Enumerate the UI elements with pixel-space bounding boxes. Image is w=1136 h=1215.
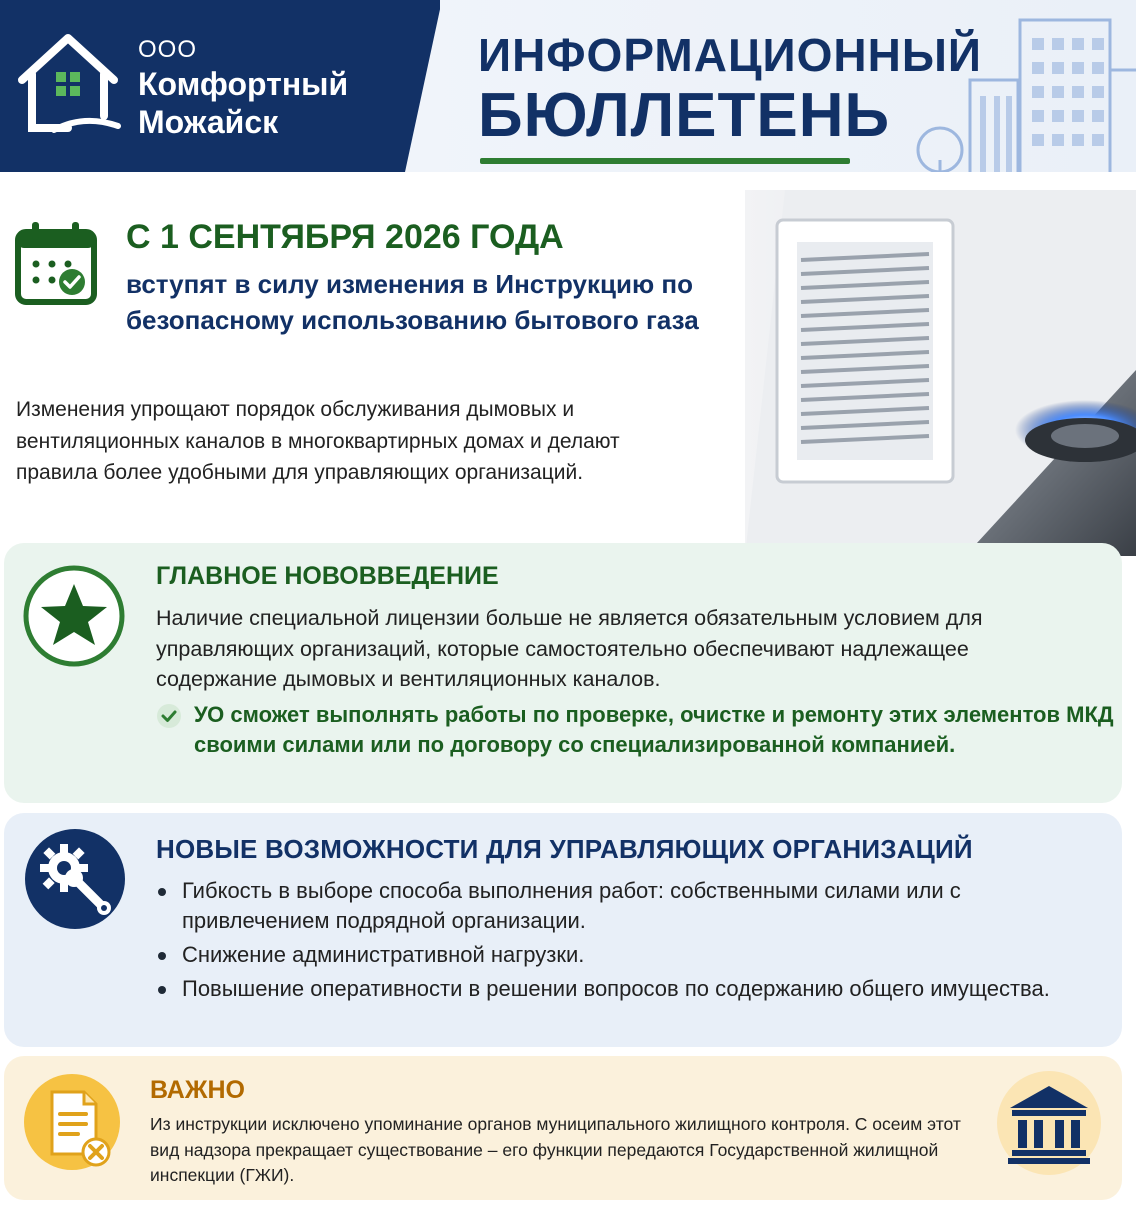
calendar-check-icon — [14, 220, 98, 306]
list-item: Гибкость в выборе способа выполнения работ: собственными силами или с привлечением подрядной организации. — [156, 876, 1056, 936]
city-buildings-illustration — [910, 10, 1136, 172]
title-underline — [480, 158, 850, 164]
vent-and-gas-stove-photo — [745, 190, 1136, 556]
bulletin-title-line2: БЮЛЛЕТЕНЬ — [478, 81, 891, 150]
document-cross-icon — [22, 1070, 122, 1174]
bulletin-title-line1: ИНФОРМАЦИОННЫЙ — [478, 29, 982, 81]
new-opportunities-title: НОВЫЕ ВОЗМОЖНОСТИ ДЛЯ УПРАВЛЯЮЩИХ ОРГАНИЗАЦИЙ — [156, 834, 973, 864]
effective-date-heading: С 1 СЕНТЯБРЯ 2026 ГОДА — [126, 218, 564, 256]
new-opportunities-list — [156, 876, 1056, 1008]
main-innovation-emphasis: УО сможет выполнять работы по проверке, очистке и ремонту этих элементов МКД своими силами или по договору со специализированной компанией. — [194, 702, 1114, 757]
main-innovation-title: ГЛАВНОЕ НОВОВВЕДЕНИЕ — [156, 562, 499, 590]
house-logo-icon — [14, 30, 122, 138]
gear-wrench-icon — [24, 828, 126, 930]
brand-name-line1: Комфортный — [138, 66, 349, 102]
intro-body: Изменения упрощают порядок обслуживания дымовых и вентиляционных каналов в многоквартирных домах и делают правила более удобными для управляющих организаций. — [16, 398, 620, 484]
check-circle-icon — [156, 703, 182, 729]
government-building-icon — [996, 1070, 1102, 1176]
list-item: Снижение административной нагрузки. — [156, 940, 1056, 970]
important-title: ВАЖНО — [150, 1076, 245, 1104]
important-body: Из инструкции исключено упоминание органов муниципального жилищного контроля. С осеим этот вид надзора прекращает существование – его функции передаются Государственной жилищной инспекции (ГЖИ). — [150, 1114, 961, 1185]
star-icon — [22, 564, 126, 668]
bullet-icon — [158, 986, 166, 994]
bullet-icon — [158, 888, 166, 896]
bullet-icon — [158, 952, 166, 960]
brand-prefix: ООО — [138, 36, 198, 63]
header — [0, 0, 1136, 172]
main-innovation-body: Наличие специальной лицензии больше не является обязательным условием для управляющих организаций, которые самостоятельно обеспечивают надлежащее содержание дымовых и вентиляционных каналов. — [156, 606, 983, 691]
brand-name-line2: Можайск — [138, 104, 279, 140]
intro-subheading: вступят в силу изменения в Инструкцию по безопасному использованию бытового газа — [126, 269, 699, 335]
list-item: Повышение оперативности в решении вопросов по содержанию общего имущества. — [156, 974, 1056, 1004]
